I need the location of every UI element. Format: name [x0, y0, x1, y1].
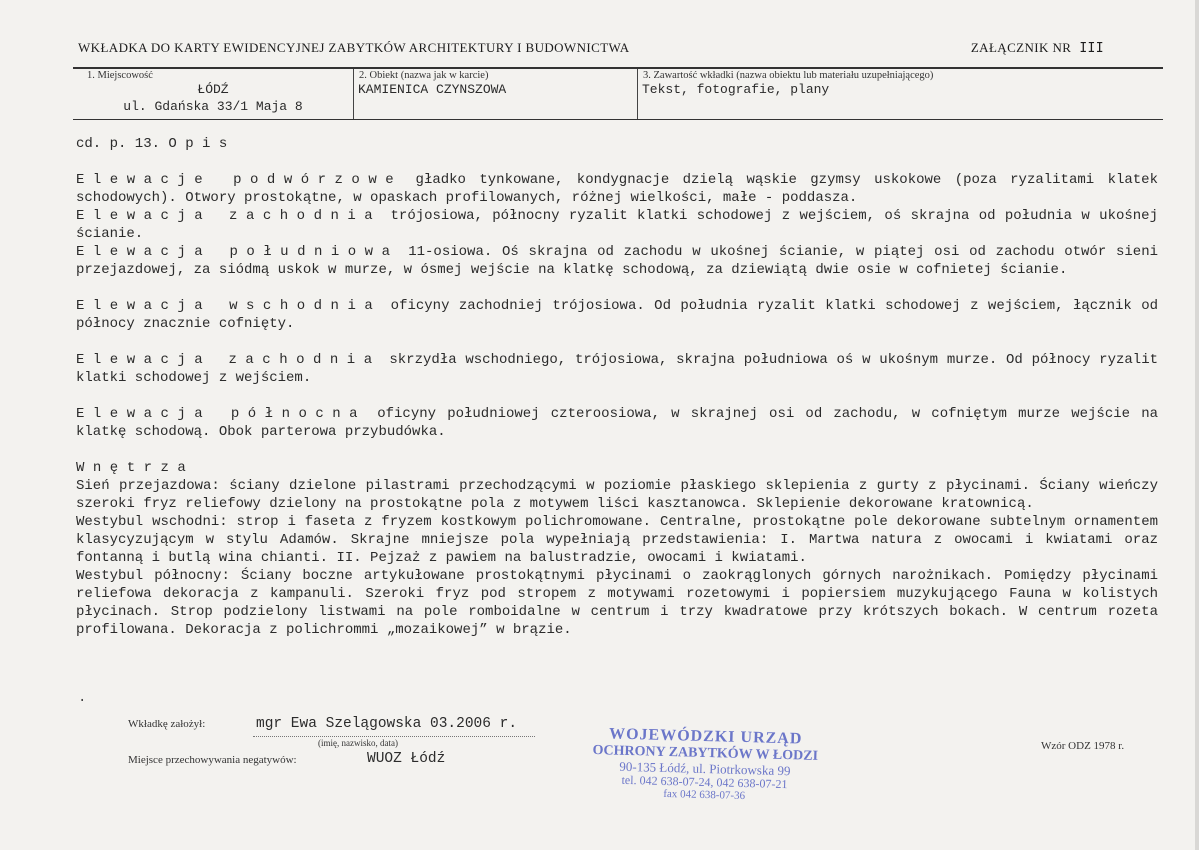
paragraph-west-wing	[76, 351, 1158, 387]
stamp-line: OCHRONY ZABYTKÓW W ŁODZI	[592, 743, 819, 764]
paragraph-north	[76, 405, 1158, 441]
annex-number	[971, 40, 1104, 56]
interior-passage: Sień przejazdowa: ściany dzielone pilastrami przechodzącymi w poziomie płaskiego sklepienia z gurty z płycinami. Ściany wieńczy szeroki fryz reliefowy dzielony na prostokątne pola z motywem liści kasztanowca. Sklepienie dekorowane kratownicą.	[76, 478, 1158, 512]
paragraph-text: 11-osiowa. Oś skrajna od zachodu w ukośnej ścianie, w piątej osi od zachodu otwór sieni przejazdowej, za siódmą uskok w murze, w ósmej wejście na klatkę schodową, za dziewiątą dwie osie w cofnietej ścianie.	[76, 244, 1158, 278]
locality-cell	[73, 69, 353, 119]
paragraph-lead: Elewacja północna	[76, 406, 367, 422]
form-title: WKŁADKA DO KARTY EWIDENCYJNEJ ZABYTKÓW ARCHITEKTURY I BUDOWNICTWA	[78, 40, 630, 55]
content-value: Tekst, fotografie, plany	[642, 82, 830, 97]
paragraph-courtyard	[76, 171, 1158, 207]
paragraph-lead: Elewacja zachodnia	[76, 208, 382, 224]
interior-east-vestibule: Westybul wschodni: strop i faseta z fryzem kostkowym polichromowane. Centralne, prostokątne pole dekorowane subtelnym ornamentem klasycyzującym w stylu Adamów. Skrajne mniejsze pola wypełniają przedstawienia: I. Martwa natura z owocami i kwiatami oraz fontanną i butlą wina chianti. II. Pejzaż z pawiem na balustradzie, owocami i kwiatami.	[76, 514, 1158, 566]
object-value: KAMIENICA CZYNSZOWA	[358, 82, 507, 97]
description-body	[76, 135, 1158, 639]
paragraph-text: skrzydła wschodniego, trójosiowa, skrajna południowa oś w ukośnym murze. Od północy ryzalit klatki schodowej z wejściem.	[76, 352, 1158, 386]
info-table	[73, 67, 1163, 120]
paragraph-lead: Elewacje podwórzowe	[76, 172, 403, 188]
annex-value: III	[1079, 41, 1104, 56]
author-label: Wkładkę założył:	[128, 718, 206, 730]
author-hint: (imię, nazwisko, data)	[318, 738, 398, 748]
stamp-line: 90-135 Łódź, ul. Piotrkowska 99	[619, 758, 791, 779]
paragraph-text: oficyny południowej czteroosiowa, w skrajnej osi od zachodu, w cofniętym murze wejście na klatkę schodową. Obok parterowa przybudówka.	[76, 406, 1158, 440]
object-label: 2. Obiekt (nazwa jak w karcie)	[359, 70, 489, 81]
interior-heading-text: Wnętrza	[76, 460, 195, 476]
paragraph-south	[76, 243, 1158, 279]
paragraph-west	[76, 207, 1158, 243]
paragraph-lead: Elewacja południowa	[76, 244, 399, 260]
annex-label: ZAŁĄCZNIK NR	[970, 40, 1072, 55]
storage-label: Miejsce przechowywania negatywów:	[128, 754, 297, 766]
paragraph-lead: Elewacja wschodnia	[76, 298, 382, 314]
locality-label: 1. Miejscowość	[87, 70, 153, 81]
paragraph-east	[76, 297, 1158, 333]
interior-north-vestibule: Westybul północny: Ściany boczne artykułowane prostokątnymi płycinami o zaokrąglonych górnych narożnikach. Pomiędzy płycinami reliefowa dekoracja z kampanuli. Szeroki fryz pod stropem z motywami rozetowymi i popiersiem muzykującego Fauna w kolistych płycinach. Strop podzielony listwami na pole romboidalne w centrum i trzy kwadratowe przy krótszych bokach. W centrum rozeta profilowana. Dekoracja z polichrommi „mozaikowej” w brązie.	[76, 568, 1158, 638]
page-edge	[1195, 0, 1199, 850]
paragraph-text: oficyny zachodniej trójosiowa. Od południa ryzalit klatki schodowej z wejściem, łącznik od północy znacznie cofnięty.	[76, 298, 1158, 332]
paragraph-lead: Elewacja zachodnia	[76, 352, 381, 368]
paragraph-text: trójosiowa, północny ryzalit klatki schodowej z wejściem, oś skrajna od południa w ukośnej ścianie.	[76, 208, 1158, 242]
content-cell	[637, 69, 1163, 119]
description-heading: cd. p. 13. O p i s	[76, 136, 228, 152]
form-reference: Wzór ODZ 1978 r.	[1041, 740, 1125, 752]
stamp-line: WOJEWÓDZKI URZĄD	[608, 725, 803, 748]
locality-address: ul. Gdańska 33/1 Maja 8	[123, 99, 303, 114]
locality-city: ŁÓDŹ	[197, 82, 229, 97]
object-cell	[353, 69, 637, 119]
office-stamp	[584, 725, 826, 805]
author-value: mgr Ewa Szelągowska 03.2006 r.	[256, 716, 518, 732]
paragraph-text: gładko tynkowane, kondygnacje dzielą wąskie gzymsy uskokowe (poza ryzalitami klatek schodowych). Otwory prostokątne, w opaskach profilowanych, różnej wielkości, małe - poddasza.	[76, 172, 1158, 206]
stamp-line: fax 042 638-07-36	[663, 787, 746, 803]
signature-line	[253, 736, 535, 737]
interior-heading	[76, 459, 1158, 477]
stamp-line: tel. 042 638-07-24, 042 638-07-21	[621, 772, 788, 792]
content-label: 3. Zawartość wkładki (nazwa obiektu lub materiału uzupełniającego)	[643, 70, 934, 81]
storage-value: WUOZ Łódź	[367, 751, 446, 767]
stray-mark: .	[78, 690, 87, 706]
